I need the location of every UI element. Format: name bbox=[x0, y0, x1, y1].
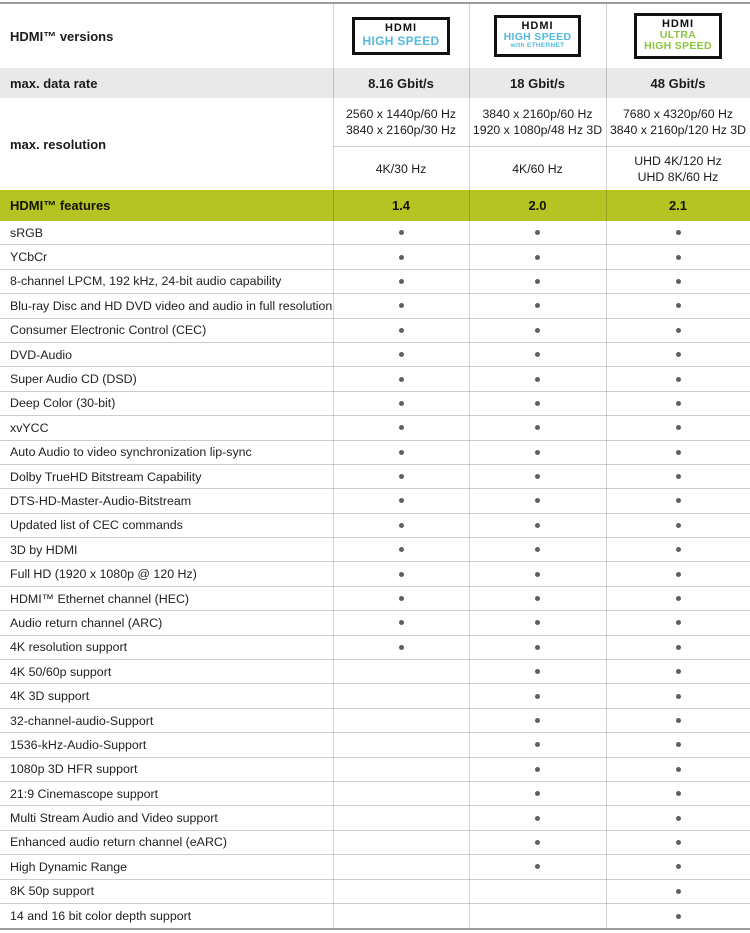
support-dot bbox=[399, 645, 404, 650]
support-cell bbox=[606, 392, 750, 415]
support-dot bbox=[399, 450, 404, 455]
support-dot bbox=[676, 669, 681, 674]
support-dot bbox=[535, 328, 540, 333]
data-rate-value: 8.16 Gbit/s bbox=[368, 75, 434, 91]
support-cell bbox=[606, 319, 750, 342]
data-rate-label: max. data rate bbox=[10, 75, 98, 91]
feature-label: 4K resolution support bbox=[10, 640, 128, 655]
support-cell bbox=[469, 831, 606, 854]
table-row bbox=[0, 611, 750, 635]
support-dot bbox=[399, 279, 404, 284]
support-dot bbox=[676, 425, 681, 430]
support-dot bbox=[399, 620, 404, 625]
support-cell bbox=[469, 904, 606, 928]
support-cell bbox=[606, 270, 750, 293]
support-cell bbox=[333, 538, 469, 561]
support-cell bbox=[606, 880, 750, 903]
support-cell bbox=[333, 587, 469, 610]
support-dot bbox=[676, 328, 681, 333]
support-cell bbox=[606, 465, 750, 488]
support-dot bbox=[676, 255, 681, 260]
table-row bbox=[0, 709, 750, 733]
support-cell bbox=[606, 709, 750, 732]
feature-label: 1080p 3D HFR support bbox=[10, 762, 138, 777]
support-cell bbox=[606, 416, 750, 439]
support-cell bbox=[333, 758, 469, 781]
support-cell bbox=[469, 367, 606, 390]
table-row bbox=[0, 587, 750, 611]
version-number: 1.4 bbox=[391, 198, 411, 213]
feature-label: 4K 50/60p support bbox=[10, 664, 112, 679]
support-cell bbox=[606, 684, 750, 707]
support-dot bbox=[399, 498, 404, 503]
support-cell bbox=[469, 392, 606, 415]
support-cell bbox=[606, 733, 750, 756]
support-cell bbox=[333, 855, 469, 878]
support-cell bbox=[333, 221, 469, 244]
feature-label: HDMI™ Ethernet channel (HEC) bbox=[10, 591, 190, 606]
support-cell bbox=[469, 684, 606, 707]
support-cell bbox=[333, 441, 469, 464]
support-dot bbox=[676, 816, 681, 821]
feature-label: Blu-ray Disc and HD DVD video and audio in full resolution bbox=[10, 298, 333, 313]
support-cell bbox=[333, 294, 469, 317]
support-cell bbox=[333, 343, 469, 366]
support-cell bbox=[606, 441, 750, 464]
resolution-label: max. resolution bbox=[10, 136, 107, 152]
feature-label: 14 and 16 bit color depth support bbox=[10, 909, 192, 924]
support-dot bbox=[676, 498, 681, 503]
support-cell bbox=[469, 245, 606, 268]
support-dot bbox=[676, 401, 681, 406]
feature-label: Full HD (1920 x 1080p @ 120 Hz) bbox=[10, 567, 197, 582]
support-dot bbox=[399, 425, 404, 430]
hdmi-logo: HDMI bbox=[521, 19, 554, 32]
table-row bbox=[0, 758, 750, 782]
support-dot bbox=[535, 840, 540, 845]
hdmi-high-speed-badge bbox=[352, 17, 449, 54]
support-cell bbox=[333, 465, 469, 488]
resolution-line: 4K/30 Hz bbox=[375, 161, 427, 176]
support-dot bbox=[676, 840, 681, 845]
support-cell bbox=[333, 416, 469, 439]
support-dot bbox=[676, 596, 681, 601]
support-cell bbox=[333, 611, 469, 634]
support-cell bbox=[606, 758, 750, 781]
feature-label: 21:9 Cinemascope support bbox=[10, 786, 159, 801]
table-row bbox=[0, 538, 750, 562]
support-dot bbox=[535, 620, 540, 625]
support-cell bbox=[469, 733, 606, 756]
support-dot bbox=[399, 255, 404, 260]
table-row bbox=[0, 245, 750, 269]
support-dot bbox=[399, 523, 404, 528]
support-cell bbox=[333, 367, 469, 390]
table-row bbox=[0, 831, 750, 855]
feature-label: Updated list of CEC commands bbox=[10, 518, 183, 533]
badge-cell bbox=[469, 4, 606, 68]
support-dot bbox=[676, 352, 681, 357]
support-dot bbox=[676, 889, 681, 894]
data-rate-row bbox=[0, 68, 750, 98]
support-dot bbox=[399, 303, 404, 308]
support-dot bbox=[399, 401, 404, 406]
support-dot bbox=[535, 450, 540, 455]
support-dot bbox=[676, 645, 681, 650]
support-dot bbox=[535, 669, 540, 674]
data-rate-value: 48 Gbit/s bbox=[650, 75, 706, 91]
support-cell bbox=[606, 221, 750, 244]
feature-label: 4K 3D support bbox=[10, 689, 90, 704]
support-dot bbox=[676, 377, 681, 382]
resolution-cell bbox=[469, 98, 606, 147]
support-dot bbox=[676, 864, 681, 869]
support-cell bbox=[333, 489, 469, 512]
support-cell bbox=[606, 636, 750, 659]
table-row bbox=[0, 636, 750, 660]
table-row bbox=[0, 782, 750, 806]
support-dot bbox=[399, 230, 404, 235]
support-cell bbox=[606, 587, 750, 610]
support-dot bbox=[676, 547, 681, 552]
support-dot bbox=[676, 742, 681, 747]
support-dot bbox=[535, 401, 540, 406]
support-dot bbox=[399, 596, 404, 601]
support-dot bbox=[676, 230, 681, 235]
support-dot bbox=[535, 255, 540, 260]
feature-label: Dolby TrueHD Bitstream Capability bbox=[10, 469, 202, 484]
support-cell bbox=[333, 270, 469, 293]
badge-text: HIGH SPEED bbox=[644, 40, 712, 53]
resolution-line: 1920 x 1080p/48 Hz 3D bbox=[472, 123, 603, 137]
support-cell bbox=[606, 489, 750, 512]
support-cell bbox=[606, 806, 750, 829]
support-cell bbox=[469, 221, 606, 244]
hdmi-logo: HDMI bbox=[384, 22, 418, 35]
table-row bbox=[0, 441, 750, 465]
data-rate-value: 18 Gbit/s bbox=[510, 75, 565, 91]
support-dot bbox=[399, 572, 404, 577]
feature-label: Enhanced audio return channel (eARC) bbox=[10, 835, 227, 850]
support-cell bbox=[333, 319, 469, 342]
support-cell bbox=[333, 709, 469, 732]
support-cell bbox=[333, 392, 469, 415]
support-dot bbox=[399, 547, 404, 552]
table-row bbox=[0, 367, 750, 391]
support-cell bbox=[469, 538, 606, 561]
support-cell bbox=[606, 660, 750, 683]
table-row bbox=[0, 465, 750, 489]
support-dot bbox=[535, 352, 540, 357]
support-dot bbox=[535, 523, 540, 528]
support-cell bbox=[469, 441, 606, 464]
support-dot bbox=[535, 303, 540, 308]
resolution-cell bbox=[606, 98, 750, 147]
support-cell bbox=[333, 904, 469, 928]
support-cell bbox=[333, 880, 469, 903]
table-row bbox=[0, 270, 750, 294]
support-dot bbox=[535, 596, 540, 601]
support-dot bbox=[535, 230, 540, 235]
support-dot bbox=[535, 279, 540, 284]
support-dot bbox=[399, 352, 404, 357]
support-dot bbox=[676, 791, 681, 796]
versions-row bbox=[0, 4, 750, 68]
support-cell bbox=[469, 319, 606, 342]
support-dot bbox=[535, 718, 540, 723]
resolution-line: 3840 x 2160p/60 Hz bbox=[482, 107, 593, 121]
support-cell bbox=[606, 562, 750, 585]
support-dot bbox=[676, 279, 681, 284]
support-cell bbox=[469, 709, 606, 732]
support-cell bbox=[469, 782, 606, 805]
support-cell bbox=[606, 904, 750, 928]
resolution-cell bbox=[606, 147, 750, 190]
support-dot bbox=[399, 377, 404, 382]
support-dot bbox=[535, 791, 540, 796]
support-dot bbox=[676, 620, 681, 625]
support-dot bbox=[399, 328, 404, 333]
table-row bbox=[0, 684, 750, 708]
support-dot bbox=[676, 474, 681, 479]
support-cell bbox=[469, 489, 606, 512]
support-cell bbox=[606, 245, 750, 268]
support-dot bbox=[535, 816, 540, 821]
table-row bbox=[0, 660, 750, 684]
support-cell bbox=[333, 733, 469, 756]
resolution-line: UHD 4K/120 Hz bbox=[634, 153, 722, 168]
features-rows bbox=[0, 221, 750, 928]
support-dot bbox=[676, 523, 681, 528]
support-dot bbox=[399, 474, 404, 479]
table-row bbox=[0, 514, 750, 538]
support-cell bbox=[333, 831, 469, 854]
resolution-line: UHD 8K/60 Hz bbox=[637, 169, 719, 184]
feature-label: Consumer Electronic Control (CEC) bbox=[10, 323, 207, 338]
feature-label: Audio return channel (ARC) bbox=[10, 615, 163, 630]
column-divider bbox=[333, 4, 334, 928]
table-row bbox=[0, 489, 750, 513]
column-divider bbox=[606, 4, 607, 928]
support-dot bbox=[676, 767, 681, 772]
support-cell bbox=[469, 343, 606, 366]
support-cell bbox=[469, 587, 606, 610]
support-cell bbox=[333, 562, 469, 585]
support-cell bbox=[333, 782, 469, 805]
support-cell bbox=[469, 758, 606, 781]
support-cell bbox=[333, 245, 469, 268]
features-header-row bbox=[0, 190, 750, 221]
support-cell bbox=[469, 636, 606, 659]
features-header-label: HDMI™ features bbox=[10, 198, 111, 213]
badge-cell bbox=[333, 4, 469, 68]
table-bottom-border bbox=[0, 928, 750, 930]
badge-subtext: with ETHERNET bbox=[510, 42, 565, 50]
feature-label: Super Audio CD (DSD) bbox=[10, 372, 137, 387]
support-dot bbox=[535, 694, 540, 699]
support-dot bbox=[676, 914, 681, 919]
support-dot bbox=[535, 377, 540, 382]
support-dot bbox=[676, 694, 681, 699]
resolution-block bbox=[0, 98, 750, 190]
support-dot bbox=[535, 425, 540, 430]
table-row bbox=[0, 562, 750, 586]
table-row bbox=[0, 221, 750, 245]
support-cell bbox=[469, 562, 606, 585]
feature-label: Multi Stream Audio and Video support bbox=[10, 811, 218, 826]
feature-label: 32-channel-audio-Support bbox=[10, 713, 154, 728]
support-dot bbox=[676, 718, 681, 723]
support-cell bbox=[606, 514, 750, 537]
resolution-line: 7680 x 4320p/60 Hz bbox=[622, 107, 734, 121]
support-cell bbox=[333, 684, 469, 707]
support-cell bbox=[469, 270, 606, 293]
support-cell bbox=[469, 514, 606, 537]
support-cell bbox=[469, 416, 606, 439]
support-cell bbox=[469, 611, 606, 634]
resolution-line: 2560 x 1440p/60 Hz bbox=[345, 107, 457, 121]
table-row bbox=[0, 416, 750, 440]
support-cell bbox=[469, 880, 606, 903]
support-dot bbox=[535, 767, 540, 772]
feature-label: 1536-kHz-Audio-Support bbox=[10, 737, 147, 752]
support-dot bbox=[535, 498, 540, 503]
support-cell bbox=[469, 465, 606, 488]
column-divider bbox=[469, 4, 470, 928]
resolution-cell bbox=[333, 98, 469, 147]
support-cell bbox=[469, 660, 606, 683]
support-cell bbox=[333, 514, 469, 537]
support-cell bbox=[333, 636, 469, 659]
version-number: 2.1 bbox=[668, 198, 688, 213]
feature-label: 8K 50p support bbox=[10, 884, 95, 899]
resolution-line: 3840 x 2160p/30 Hz bbox=[345, 123, 457, 137]
support-dot bbox=[676, 572, 681, 577]
badge-text: HIGH SPEED bbox=[362, 33, 440, 48]
table-row bbox=[0, 294, 750, 318]
support-cell bbox=[606, 782, 750, 805]
table-row bbox=[0, 880, 750, 904]
support-dot bbox=[676, 450, 681, 455]
feature-label: Deep Color (30-bit) bbox=[10, 396, 116, 411]
feature-label: sRGB bbox=[10, 225, 44, 240]
support-cell bbox=[606, 611, 750, 634]
support-dot bbox=[535, 742, 540, 747]
support-cell bbox=[606, 855, 750, 878]
hdmi-ultra-high-speed-badge bbox=[634, 13, 722, 60]
feature-label: High Dynamic Range bbox=[10, 859, 128, 874]
support-cell bbox=[606, 294, 750, 317]
badge-text: HIGH SPEED bbox=[503, 31, 572, 44]
support-dot bbox=[535, 547, 540, 552]
support-cell bbox=[469, 806, 606, 829]
badge-text: ULTRA bbox=[659, 29, 697, 42]
feature-label: DVD-Audio bbox=[10, 347, 72, 362]
resolution-line: 4K/60 Hz bbox=[512, 161, 563, 176]
badge-cell bbox=[606, 4, 750, 68]
table-row bbox=[0, 343, 750, 367]
table-row bbox=[0, 806, 750, 830]
support-cell bbox=[333, 806, 469, 829]
support-cell bbox=[469, 855, 606, 878]
hdmi-high-speed-ethernet-badge bbox=[494, 15, 582, 57]
table-row bbox=[0, 904, 750, 928]
support-cell bbox=[606, 831, 750, 854]
support-dot bbox=[535, 645, 540, 650]
feature-label: 8-channel LPCM, 192 kHz, 24-bit audio capability bbox=[10, 274, 282, 289]
feature-label: 3D by HDMI bbox=[10, 542, 78, 557]
support-cell bbox=[333, 660, 469, 683]
support-dot bbox=[676, 303, 681, 308]
table-row bbox=[0, 319, 750, 343]
feature-label: DTS-HD-Master-Audio-Bitstream bbox=[10, 493, 192, 508]
versions-label: HDMI™ versions bbox=[10, 28, 114, 44]
feature-label: xvYCC bbox=[10, 420, 49, 435]
resolution-cell bbox=[333, 147, 469, 190]
support-cell bbox=[606, 343, 750, 366]
support-dot bbox=[535, 864, 540, 869]
support-cell bbox=[606, 367, 750, 390]
support-cell bbox=[469, 294, 606, 317]
table-row bbox=[0, 855, 750, 879]
resolution-cell bbox=[469, 147, 606, 190]
resolution-line: 3840 x 2160p/120 Hz 3D bbox=[609, 123, 747, 137]
hdmi-logo: HDMI bbox=[661, 17, 695, 30]
table-row bbox=[0, 733, 750, 757]
support-dot bbox=[535, 474, 540, 479]
version-number: 2.0 bbox=[528, 198, 547, 213]
feature-label: YCbCr bbox=[10, 250, 48, 265]
feature-label: Auto Audio to video synchronization lip-sync bbox=[10, 445, 252, 460]
table-row bbox=[0, 392, 750, 416]
support-dot bbox=[535, 572, 540, 577]
support-cell bbox=[606, 538, 750, 561]
